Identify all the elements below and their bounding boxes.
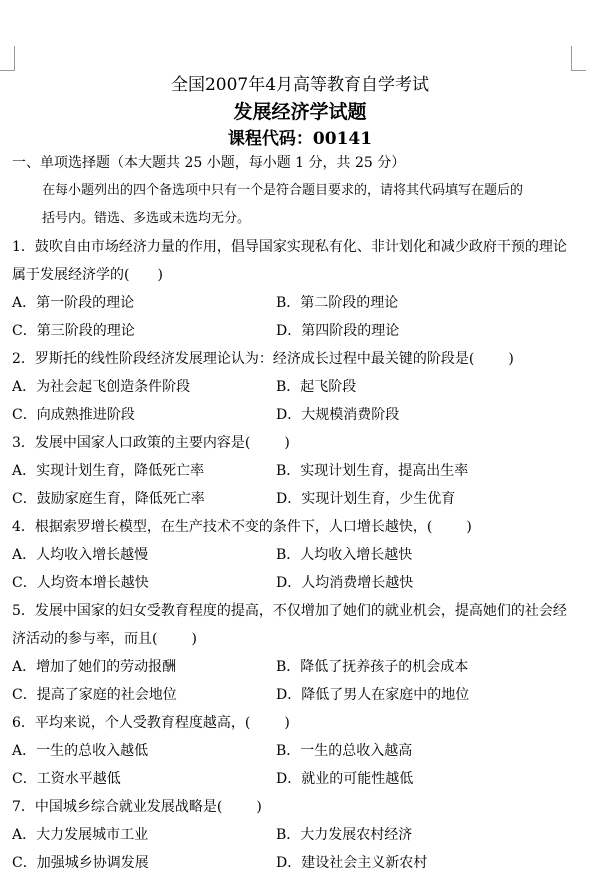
question-stem: 6．平均来说，个人受教育程度越高，( ) (12, 715, 290, 731)
question-stem: 2．罗斯托的线性阶段经济发展理论认为：经济成长过程中最关键的阶段是( ) (12, 351, 514, 367)
question-stem: 1．鼓吹自由市场经济力量的作用，倡导国家实现私有化、非计划化和减少政府干预的理论 (12, 239, 567, 255)
option-a: A．实现计划生育，降低死亡率 (12, 463, 205, 479)
section-instruction: 在每小题列出的四个备选项中只有一个是符合题目要求的，请将其代码填写在题后的 (42, 183, 524, 198)
option-b: B．第二阶段的理论 (276, 295, 399, 311)
page-corner-mark-right (571, 46, 586, 71)
option-b: B．一生的总收入越高 (276, 743, 413, 759)
option-c: C．工资水平越低 (12, 771, 121, 787)
option-c: C．向成熟推进阶段 (12, 407, 135, 423)
option-b: B．实现计划生育，提高出生率 (276, 463, 469, 479)
option-b: B．降低了抚养孩子的机会成本 (276, 659, 469, 675)
option-a: A．第一阶段的理论 (12, 295, 135, 311)
page-corner-mark-left (0, 46, 15, 71)
section-instruction: 括号内。错选、多选或未选均无分。 (42, 211, 251, 226)
option-c: C．鼓励家庭生育，降低死亡率 (12, 491, 205, 507)
option-a: A．增加了她们的劳动报酬 (12, 659, 177, 675)
option-c: C．人均资本增长越快 (12, 575, 149, 591)
option-a: A．一生的总收入越低 (12, 743, 149, 759)
option-d: D．降低了男人在家庭中的地位 (276, 687, 470, 703)
option-d: D．人均消费增长越快 (276, 575, 414, 591)
option-a: A．人均收入增长越慢 (12, 547, 149, 563)
option-c: C．第三阶段的理论 (12, 323, 135, 339)
option-a: A．为社会起飞创造条件阶段 (12, 379, 191, 395)
option-b: B．大力发展农村经济 (276, 827, 413, 843)
option-d: D．第四阶段的理论 (276, 323, 400, 339)
option-b: B．人均收入增长越快 (276, 547, 413, 563)
question-stem: 5．发展中国家的妇女受教育程度的提高，不仅增加了她们的就业机会，提高她们的社会经 (12, 603, 567, 619)
question-stem: 济活动的参与率，而且( ) (12, 631, 197, 647)
option-d: D．就业的可能性越低 (276, 771, 414, 787)
question-stem: 属于发展经济学的( ) (12, 267, 163, 283)
question-stem: 7．中国城乡综合就业发展战略是( ) (12, 799, 262, 815)
option-d: D．大规模消费阶段 (276, 407, 400, 423)
option-d: D．实现计划生育，少生优育 (276, 491, 456, 507)
course-code: 课程代码：00141 (227, 129, 373, 149)
option-a: A．大力发展城市工业 (12, 827, 149, 843)
option-d: D．建设社会主义新农村 (276, 855, 428, 871)
option-b: B．起飞阶段 (276, 379, 357, 395)
section-heading: 一、单项选择题（本大题共 25 小题，每小题 1 分，共 25 分） (12, 155, 406, 171)
question-stem: 3．发展中国家人口政策的主要内容是( ) (12, 435, 290, 451)
option-c: C．加强城乡协调发展 (12, 855, 149, 871)
question-stem: 4．根据索罗增长模型，在生产技术不变的条件下，人口增长越快，( ) (12, 519, 472, 535)
exam-subject: 发展经济学试题 (233, 101, 367, 123)
option-c: C．提高了家庭的社会地位 (12, 687, 177, 703)
exam-title: 全国2007年4月高等教育自学考试 (170, 75, 430, 95)
